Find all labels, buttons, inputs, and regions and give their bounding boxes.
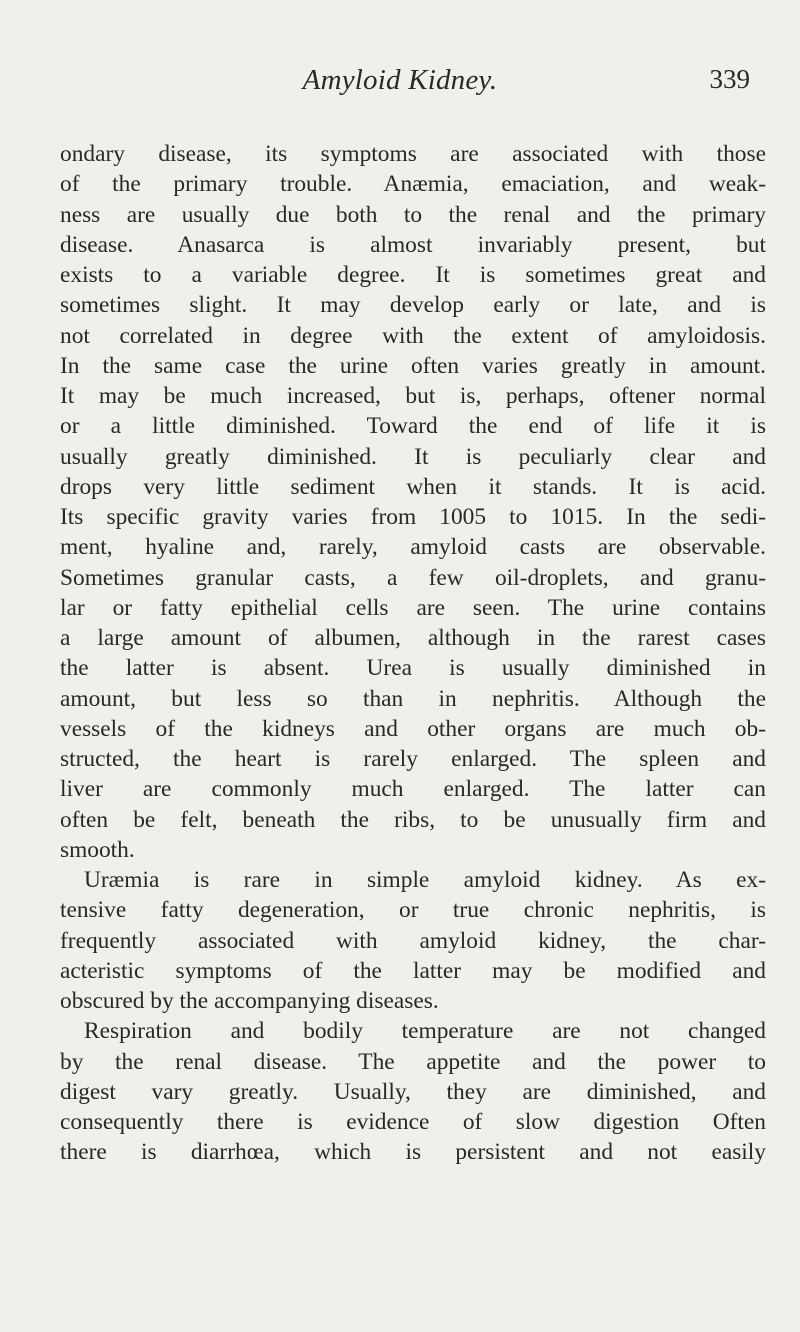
text-line: a large amount of albumen, although in the rarest cases xyxy=(60,625,766,651)
text-line: obscured by the accompanying diseases. xyxy=(60,988,439,1014)
text-line: often be felt, beneath the ribs, to be unusually firm and xyxy=(60,806,766,833)
running-title: Amyloid Kidney. xyxy=(302,64,498,96)
text-line: consequently there is evidence of slow digestion Often xyxy=(60,1109,766,1135)
text-line: It may be much increased, but is, perhaps, oftener normal xyxy=(60,383,766,409)
page-number: 339 xyxy=(709,64,750,94)
text-line: the latter is absent. Urea is usually diminished in xyxy=(60,655,766,682)
running-head xyxy=(0,64,800,104)
text-line: not correlated in degree with the extent of amyloidosis. xyxy=(60,322,766,349)
text-line: acteristic symptoms of the latter may be modified and xyxy=(60,957,766,984)
text-line: drops very little sediment when it stands. It is acid. xyxy=(60,473,766,500)
text-line: of the primary trouble. Anæmia, emaciation, and weak- xyxy=(60,171,766,198)
text-line: structed, the heart is rarely enlarged. The spleen and xyxy=(60,746,766,772)
text-line: In the same case the urine often varies greatly in amount. xyxy=(60,352,766,379)
text-line: lar or fatty epithelial cells are seen. The urine contains xyxy=(60,594,766,621)
text-line: Sometimes granular casts, a few oil-droplets, and granu- xyxy=(60,564,766,591)
text-line: usually greatly diminished. It is peculiarly clear and xyxy=(60,443,766,470)
body-text xyxy=(60,139,766,1168)
text-line: vessels of the kidneys and other organs are much ob- xyxy=(60,715,766,742)
text-line: sometimes slight. It may develop early or late, and is xyxy=(60,292,766,319)
text-line: exists to a variable degree. It is sometimes great and xyxy=(60,262,766,288)
text-line: frequently associated with amyloid kidney, the char- xyxy=(60,927,766,954)
text-line: liver are commonly much enlarged. The latter can xyxy=(60,776,766,803)
text-line: Uræmia is rare in simple amyloid kidney. As ex- xyxy=(84,867,766,893)
text-line: there is diarrhœa, which is persistent and not easily xyxy=(60,1139,766,1166)
text-line: Its specific gravity varies from 1005 to 1015. In the sedi- xyxy=(60,504,766,530)
text-line: Respiration and bodily temperature are not changed xyxy=(84,1018,766,1045)
text-line: digest vary greatly. Usually, they are diminished, and xyxy=(60,1078,766,1105)
text-line: by the renal disease. The appetite and the power to xyxy=(60,1048,766,1075)
text-line: smooth. xyxy=(60,836,135,863)
text-line: ness are usually due both to the renal and the primary xyxy=(60,201,766,228)
text-line: ment, hyaline and, rarely, amyloid casts are observable. xyxy=(60,534,766,561)
text-line: disease. Anasarca is almost invariably present, but xyxy=(60,231,766,258)
text-line: tensive fatty degeneration, or true chronic nephritis, is xyxy=(60,897,766,924)
text-line: or a little diminished. Toward the end of life it is xyxy=(60,413,766,440)
text-line: amount, but less so than in nephritis. Although the xyxy=(60,685,766,712)
text-line: ondary disease, its symptoms are associated with those xyxy=(60,141,766,167)
